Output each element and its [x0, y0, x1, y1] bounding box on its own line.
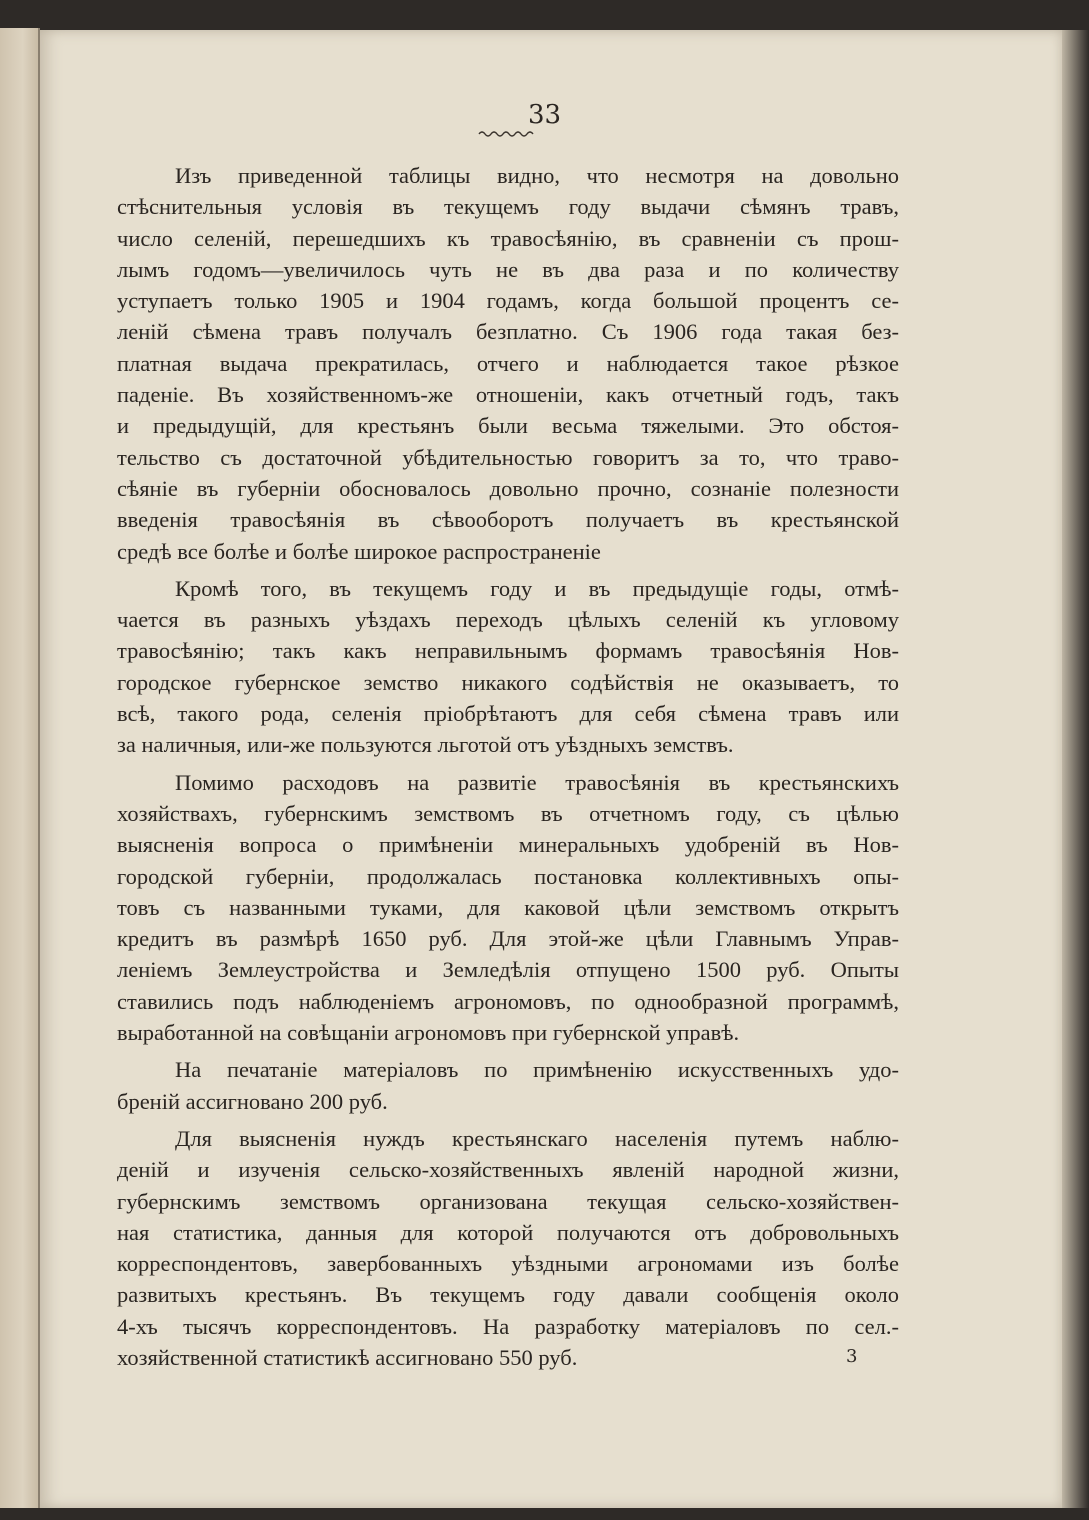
text-line: губернскимъ земствомъ организована текущая сельско-хозяйствен- — [117, 1188, 899, 1214]
paragraph — [117, 573, 899, 761]
text-line: деній и изученія сельско-хозяйственныхъ явленій народной жизни, — [117, 1157, 899, 1183]
text-line: и предыдущій, для крестьянъ были весьма тяжелыми. Это обстоя- — [117, 413, 899, 439]
text-line: корреспондентовъ, завербованныхъ уѣздными агрономами изъ болѣе — [117, 1251, 899, 1277]
text-line: травосѣянію; такъ какъ неправильнымъ формамъ травосѣянія Нов- — [117, 638, 899, 664]
text-line: уступаетъ только 1905 и 1904 годамъ, когда большой процентъ се- — [117, 288, 899, 314]
text-line: развитыхъ крестьянъ. Въ текущемъ году давали сообщенія около — [117, 1282, 899, 1308]
text-line: леній сѣмена травъ получалъ безплатно. Съ 1906 года такая без- — [117, 319, 899, 345]
text-line: тельство съ достаточной убѣдительностью говоритъ за то, что траво- — [117, 444, 899, 470]
paragraph — [117, 1054, 899, 1117]
paragraph — [117, 1123, 899, 1373]
text-line: лымъ годомъ—увеличилось чуть не въ два раза и по количеству — [117, 256, 899, 282]
text-line: городское губернское земство никакого содѣйствія не оказываетъ, то — [117, 669, 899, 695]
text-line: всѣ, такого рода, селенія пріобрѣтаютъ для себя сѣмена травъ или — [117, 701, 899, 727]
text-line: 4-хъ тысячъ корреспондентовъ. На разработку матеріаловъ по сел.- — [117, 1313, 899, 1339]
text-line: введенія травосѣянія въ сѣвооборотъ получаетъ въ крестьянской — [117, 507, 899, 533]
text-line: На печатаніе матеріаловъ по примѣненію искусственныхъ удо- — [175, 1057, 899, 1083]
wavy-rule-ornament — [478, 128, 536, 140]
text-line: Изъ приведенной таблицы видно, что несмотря на довольно — [175, 163, 899, 188]
text-line: средѣ все болѣе и болѣе широкое распространеніе — [117, 538, 601, 564]
signature-mark: 3 — [846, 1346, 858, 1367]
text-line: Кромѣ того, въ текущемъ году и въ предыдущіе годы, отмѣ- — [175, 575, 899, 601]
text-line: товъ съ названными туками, для каковой цѣли земствомъ открытъ — [117, 894, 899, 920]
text-line: кредитъ въ размѣрѣ 1650 руб. Для этой-же цѣли Главнымъ Управ- — [117, 926, 899, 952]
text-line: сѣяніе въ губерніи обосновалось довольно прочно, сознаніе полезности — [117, 475, 899, 501]
text-line: выработанной на совѣщаніи агрономовъ при губернской управѣ. — [117, 1020, 740, 1046]
text-line: паденіе. Въ хозяйственномъ-же отношеніи, какъ отчетный годъ, такъ — [117, 382, 899, 408]
text-line: число селеній, перешедшихъ къ травосѣянію, въ сравненіи съ прош- — [117, 225, 899, 251]
body-text — [117, 160, 899, 1373]
text-line: выясненія вопроса о примѣненіи минеральныхъ удобреній въ Нов- — [117, 832, 899, 858]
paragraph — [117, 767, 899, 1049]
paragraph — [117, 160, 899, 567]
text-line: ная статистика, данныя для которой получаются отъ добровольныхъ — [117, 1219, 899, 1245]
text-line: стѣснительныя условія въ текущемъ году выдачи сѣмянъ травъ, — [117, 194, 899, 220]
text-line: платная выдача прекратилась, отчего и наблюдается такое рѣзкое — [117, 350, 899, 376]
page-edge-shadow — [1062, 30, 1089, 1508]
text-line: леніемъ Землеустройства и Земледѣлія отпущено 1500 руб. Опыты — [117, 957, 899, 983]
text-line: бреній ассигновано 200 руб. — [117, 1088, 388, 1114]
text-line: городской губерніи, продолжалась постановка коллективныхъ опы- — [117, 863, 899, 889]
text-line: хозяйственной статистикѣ ассигновано 550 руб. — [117, 1344, 578, 1370]
text-line: ставились подъ наблюденіемъ агрономовъ, по однообразной программѣ, — [117, 988, 899, 1014]
page-number: 33 — [527, 100, 562, 130]
text-line: чается въ разныхъ уѣздахъ переходъ цѣлыхъ селеній къ угловому — [117, 607, 899, 633]
previous-page-edge — [0, 28, 40, 1508]
text-line: Помимо расходовъ на развитіе травосѣянія въ крестьянскихъ — [175, 769, 899, 795]
text-line: за наличныя, или-же пользуются льготой отъ уѣздныхъ земствъ. — [117, 732, 734, 758]
text-line: Для выясненія нуждъ крестьянскаго населенія путемъ наблю- — [175, 1125, 899, 1151]
text-line: хозяйствахъ, губернскимъ земствомъ въ отчетномъ году, съ цѣлью — [117, 800, 899, 826]
